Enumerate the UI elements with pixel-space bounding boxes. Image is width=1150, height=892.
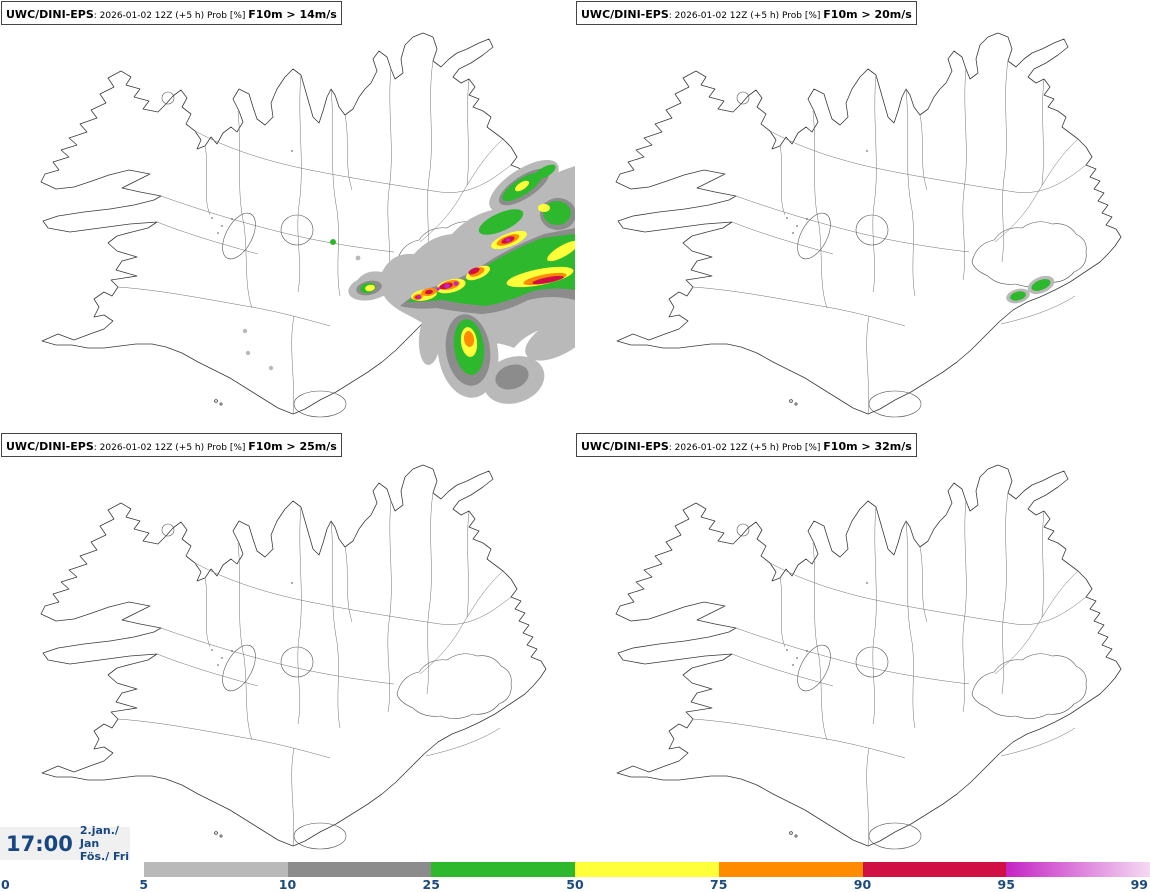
map-panel-f10m-gt-20 bbox=[575, 0, 1150, 432]
probability-colorbar bbox=[0, 862, 1150, 877]
map-panel-f10m-gt-14 bbox=[0, 0, 575, 432]
colorbar-tick: 90 bbox=[853, 877, 872, 892]
colorbar-tick-labels bbox=[0, 877, 1150, 891]
colorbar-tick: 25 bbox=[422, 877, 440, 892]
valid-date-day: Fös./ Fri bbox=[79, 850, 130, 863]
colorbar-segment bbox=[144, 862, 288, 877]
valid-time: 17:00 bbox=[6, 831, 73, 856]
colorbar-segment bbox=[575, 862, 719, 877]
map-panel-f10m-gt-32 bbox=[575, 432, 1150, 864]
run-meta-label: : 2026-01-02 12Z (+5 h) Prob [%] bbox=[93, 11, 249, 21]
model-label: UWC/DINI-EPS bbox=[6, 8, 94, 21]
colorbar-tick: 0 bbox=[1, 877, 10, 892]
model-label: UWC/DINI-EPS bbox=[581, 440, 669, 453]
colorbar-tick: 5 bbox=[139, 877, 149, 892]
model-label: UWC/DINI-EPS bbox=[581, 8, 669, 21]
iceland-map-20ms bbox=[575, 0, 1150, 432]
colorbar-tick: 99 bbox=[1130, 877, 1148, 892]
run-meta-label: : 2026-01-02 12Z (+5 h) Prob [%] bbox=[93, 443, 249, 453]
parameter-label: F10m > 20m/s bbox=[823, 8, 912, 21]
colorbar-segment bbox=[431, 862, 575, 877]
colorbar-tick: 75 bbox=[710, 877, 728, 892]
colorbar-segment bbox=[288, 862, 432, 877]
panel-title-20ms bbox=[576, 1, 917, 25]
parameter-label: F10m > 14m/s bbox=[248, 8, 337, 21]
panel-title-14ms bbox=[1, 1, 342, 25]
colorbar-segment bbox=[1006, 862, 1150, 877]
map-panel-f10m-gt-25 bbox=[0, 432, 575, 864]
colorbar-segment bbox=[719, 862, 863, 877]
colorbar-tick: 10 bbox=[278, 877, 297, 892]
panel-title-32ms bbox=[576, 433, 917, 457]
colorbar-tick: 50 bbox=[566, 877, 584, 892]
run-meta-label: : 2026-01-02 12Z (+5 h) Prob [%] bbox=[668, 443, 824, 453]
valid-date bbox=[80, 824, 130, 863]
iceland-map-32ms bbox=[575, 432, 1150, 864]
parameter-label: F10m > 32m/s bbox=[823, 440, 912, 453]
run-meta-label: : 2026-01-02 12Z (+5 h) Prob [%] bbox=[668, 11, 824, 21]
iceland-map-14ms bbox=[0, 0, 575, 432]
panel-title-25ms bbox=[1, 433, 342, 457]
iceland-map-25ms bbox=[0, 432, 575, 864]
colorbar-tick: 95 bbox=[997, 877, 1015, 892]
valid-date-month: 2.jan./ Jan bbox=[79, 824, 119, 850]
valid-time-box bbox=[0, 824, 130, 863]
colorbar-segment bbox=[863, 862, 1007, 877]
model-label: UWC/DINI-EPS bbox=[6, 440, 94, 453]
parameter-label: F10m > 25m/s bbox=[248, 440, 337, 453]
